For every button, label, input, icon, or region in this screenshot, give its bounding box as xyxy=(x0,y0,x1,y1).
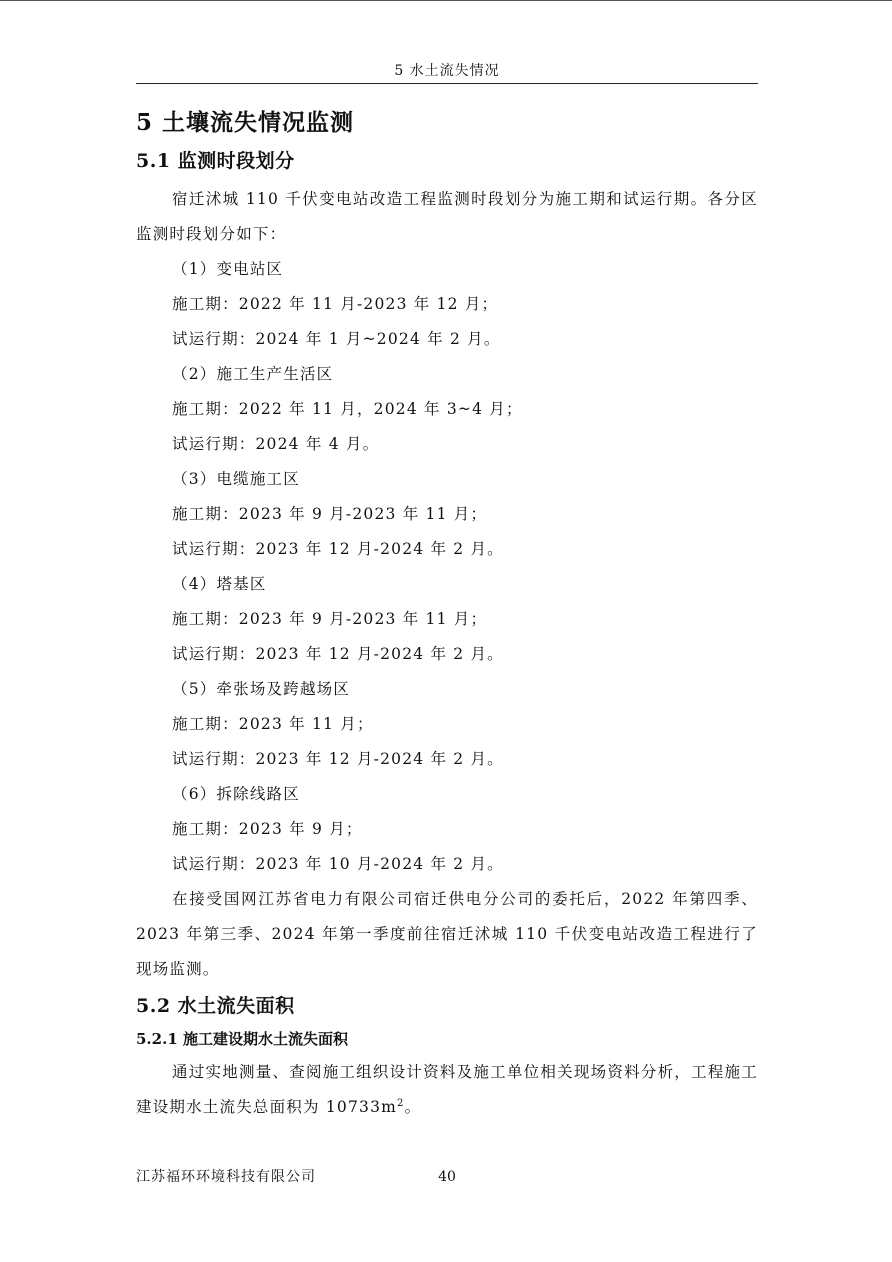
area-paragraph xyxy=(136,1055,758,1125)
zone-trial-period: 试运行期：2023 年 10 月-2024 年 2 月。 xyxy=(172,855,504,873)
zone-construction-period: 施工期：2022 年 11 月-2023 年 12 月； xyxy=(172,295,499,313)
header-rule xyxy=(136,83,758,84)
zone-trial-period: 试运行期：2023 年 12 月-2024 年 2 月。 xyxy=(172,645,504,663)
section-title: 5 土壤流失情况监测 xyxy=(136,109,355,136)
running-header: 5 水土流失情况 xyxy=(394,63,500,79)
area-paragraph-end: 。 xyxy=(404,1098,422,1116)
zone-name: （6）拆除线路区 xyxy=(172,785,300,803)
zone-construction-period: 施工期：2023 年 9 月； xyxy=(172,820,363,838)
intro-paragraph: 宿迁沭城 110 千伏变电站改造工程监测时段划分为施工期和试运行期。各分区监测时段划分如下： xyxy=(136,190,758,243)
area-paragraph-text: 通过实地测量、查阅施工组织设计资料及施工单位相关现场资料分析，工程施工建设期水土流失总面积为 10733m xyxy=(136,1063,758,1116)
page-top-border xyxy=(0,0,892,1)
zone-trial-period: 试运行期：2024 年 1 月~2024 年 2 月。 xyxy=(172,330,501,348)
zone-item xyxy=(136,252,758,357)
area-unit-superscript: 2 xyxy=(397,1097,405,1109)
zone-construction-period: 施工期：2023 年 11 月； xyxy=(172,715,374,733)
zone-item xyxy=(136,462,758,567)
zone-item xyxy=(136,777,758,882)
zone-name: （3）电缆施工区 xyxy=(172,470,300,488)
closing-paragraph: 在接受国网江苏省电力有限公司宿迁供电分公司的委托后，2022 年第四季、2023 年第三季、2024 年第一季度前往宿迁沭城 110 千伏变电站改造工程进行了现场监测。 xyxy=(136,890,758,978)
subsection-title-5-2: 5.2 水土流失面积 xyxy=(136,995,295,1017)
zone-name: （4）塔基区 xyxy=(172,575,267,593)
page-number: 40 xyxy=(438,1169,456,1185)
subsubsection-title-5-2-1: 5.2.1 施工建设期水土流失面积 xyxy=(136,1030,348,1048)
footer-company: 江苏福环环境科技有限公司 xyxy=(136,1169,316,1185)
zone-name: （2）施工生产生活区 xyxy=(172,365,334,383)
page-content xyxy=(136,106,758,1125)
subsection-title-5-1: 5.1 监测时段划分 xyxy=(136,150,295,172)
zone-construction-period: 施工期：2023 年 9 月-2023 年 11 月； xyxy=(172,610,488,628)
zone-item xyxy=(136,567,758,672)
zone-trial-period: 试运行期：2023 年 12 月-2024 年 2 月。 xyxy=(172,540,504,558)
zone-list xyxy=(136,252,758,882)
zone-construction-period: 施工期：2022 年 11 月，2024 年 3~4 月； xyxy=(172,400,523,418)
zone-name: （5）牵张场及跨越场区 xyxy=(172,680,351,698)
zone-construction-period: 施工期：2023 年 9 月-2023 年 11 月； xyxy=(172,505,488,523)
zone-trial-period: 试运行期：2023 年 12 月-2024 年 2 月。 xyxy=(172,750,504,768)
zone-item xyxy=(136,357,758,462)
zone-trial-period: 试运行期：2024 年 4 月。 xyxy=(172,435,380,453)
zone-item xyxy=(136,672,758,777)
zone-name: （1）变电站区 xyxy=(172,260,284,278)
